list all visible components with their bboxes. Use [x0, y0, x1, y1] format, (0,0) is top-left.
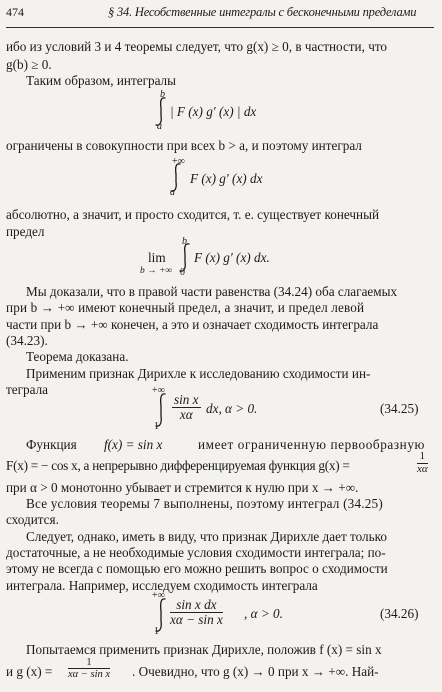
text-line: Мы доказали, что в правой части равенства (34.24) оба слагаемых: [26, 284, 398, 299]
text-line: достаточные, а не необходимые условия сходимости интеграла; по-: [6, 545, 386, 560]
integral-upper-limit: +∞: [152, 590, 165, 601]
integral-sign: [156, 394, 165, 426]
text-line: ограничены в совокупности при всех b > a, и поэтому интеграл: [6, 138, 362, 153]
fraction-numerator: sin x dx: [170, 598, 223, 613]
integral-lower-limit: a: [170, 187, 175, 198]
running-title: § 34. Несобственные интегралы с бесконечными пределами: [108, 5, 417, 19]
equation-body: F (x) g′ (x) dx: [190, 171, 263, 186]
fraction-denominator: xα − sin x: [68, 669, 111, 681]
integral-lower-limit: 1: [154, 421, 159, 432]
text-line: при b → +∞ имеют конечный предел, а значит, и предел левой: [6, 300, 365, 315]
text-line: и g (x) =: [6, 664, 53, 679]
text-line: Применим признак Дирихле к исследованию сходимости ин-: [26, 366, 371, 381]
text-line: Теорема доказана.: [26, 349, 129, 364]
fraction-denominator: xα − sin x: [170, 611, 223, 627]
text-line: абсолютно, а значит, и просто сходится, т. е. существует конечный: [6, 207, 380, 222]
integral-lower-limit: 0: [180, 267, 185, 278]
text-line: Следует, однако, иметь в виду, что признак Дирихле дает только: [26, 529, 387, 544]
limit-operator: lim: [148, 250, 166, 265]
equation-tail: , α > 0.: [244, 606, 283, 621]
text-line: F(x) = − cos x, а непрерывно дифференцируемая функция g(x) =: [6, 458, 350, 473]
integral-lower-limit: a: [157, 121, 162, 132]
text-line: ибо из условий 3 и 4 теоремы следует, что g(x) ≥ 0, в частности, что: [6, 39, 388, 54]
integral-upper-limit: +∞: [152, 385, 165, 396]
text-line: сходится.: [6, 512, 59, 527]
text-line: Попытаемся применить признак Дирихле, положив f (x) = sin x: [26, 642, 382, 657]
equation-body: F (x) g′ (x) dx.: [194, 250, 270, 265]
fraction-denominator: xα: [179, 406, 193, 422]
fraction-numerator: sin x: [174, 392, 199, 407]
integral-sign: [156, 98, 165, 125]
equation-tail: dx, α > 0.: [206, 401, 258, 416]
text-line: (34.23).: [6, 333, 48, 348]
page-number: 474: [6, 5, 24, 19]
integral-upper-limit: b: [160, 89, 165, 100]
integral-lower-limit: 1: [154, 626, 159, 637]
text-line: . Очевидно, что g (x) → 0 при x → +∞. Най-: [132, 664, 379, 679]
fraction-numerator: 1: [417, 451, 428, 464]
text-line: имеет ограниченную первообразную: [198, 437, 425, 452]
fraction-denominator: xα: [417, 462, 428, 475]
text-line: Таким образом, интегралы: [26, 73, 176, 88]
fraction-numerator: 1: [68, 657, 110, 669]
integral-sign: [180, 244, 189, 271]
equation-number: (34.25): [380, 401, 419, 416]
text-line: теграла: [6, 382, 49, 397]
limit-subscript: b → +∞: [140, 266, 173, 276]
integral-upper-limit: b: [182, 236, 187, 247]
text-line: f(x) = sin x: [104, 437, 163, 452]
integral-upper-limit: +∞: [172, 156, 185, 167]
text-line: предел: [6, 224, 45, 239]
text-line: при α > 0 монотонно убывает и стремится к нулю при x → +∞.: [6, 480, 359, 495]
equation-number: (34.26): [380, 606, 419, 621]
text-line: Все условия теоремы 7 выполнены, поэтому интеграл (34.25): [26, 496, 383, 511]
text-line: Функция: [26, 437, 77, 452]
integral-sign: [156, 599, 165, 631]
text-line: интеграла. Например, исследуем сходимость интеграла: [6, 578, 318, 593]
text-line: части при b → +∞ конечен, а это и означает сходимость интеграла: [6, 317, 379, 332]
equation-body: | F (x) g′ (x) | dx: [170, 104, 257, 119]
integral-sign: [171, 164, 180, 191]
text-line: этому не всегда с помощью его можно решить вопрос о сходимости: [6, 561, 388, 576]
text-line: g(b) ≥ 0.: [6, 57, 52, 72]
